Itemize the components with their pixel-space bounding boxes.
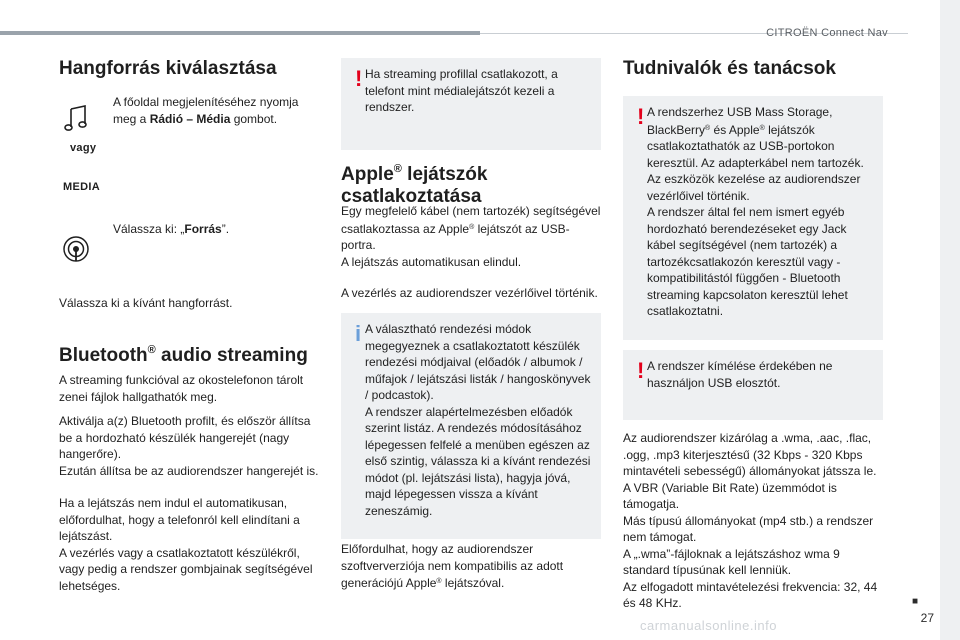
warning-note-usb: ! A rendszerhez USB Mass Storage, BlackBerry® és Apple® lejátszók csatlakoztathatók az USB-portokon keresztül. Az adapterkábel nem tartozék. Az eszközök kezelése az audiorendszer vezérlőivel történik. A rendszer által fel nem ismert egyéb hordozható berendezéseket egy Jack kábel segítségével (nem tartozék) a tartozékcsatlakozón keresztül vagy - kompatibilitástól függően - Bluetooth streaming kapcsolaton keresztül lehet csatlakoztatni. bbox=[623, 96, 883, 340]
exclamation-icon: ! bbox=[637, 104, 645, 129]
header-brand: CITROËN Connect Nav bbox=[766, 27, 888, 39]
warning-note-streaming: ! Ha streaming profillal csatlakozott, a telefont mint médialejátszót kezeli a rendszer. bbox=[341, 58, 601, 150]
apple-compat-text: Előfordulhat, hogy az audiorendszer szoftververziója nem kompatibilis az adott generációjú Apple® lejátszóval. bbox=[341, 542, 564, 590]
bt-paragraph-3: Ha a lejátszás nem indul el automatikusan, előfordulhat, hogy a telefonról kell elindítani a lejátszást. A vezérlés vagy a csatlakoztatott készülékről, vagy pedig a rendszer gombjainak segítségével lehetséges. bbox=[59, 496, 313, 593]
section-title-source: Hangforrás kiválasztása bbox=[59, 58, 277, 79]
step-select-source: Válassza ki: „Forrás”. bbox=[113, 222, 230, 236]
warning-note-hub: ! A rendszer kímélése érdekében ne használjon USB elosztót. bbox=[623, 350, 883, 420]
watermark: carmanualsonline.info bbox=[640, 618, 777, 633]
header-bar bbox=[0, 31, 480, 35]
bt-paragraph-1: A streaming funkcióval az okostelefonon tárolt zenei fájlok hallgathatók meg. bbox=[59, 373, 304, 404]
section-title-tips: Tudnivalók és tanácsok bbox=[623, 58, 836, 79]
media-button-label: MEDIA bbox=[63, 181, 100, 193]
exclamation-icon: ! bbox=[355, 66, 363, 91]
exclamation-icon: ! bbox=[637, 358, 645, 383]
file-format-info: Az audiorendszer kizárólag a .wma, .aac, .flac, .ogg, .mp3 kiterjesztésű (32 Kbps - 320 Kbps mintavételi sebességű) állományokat játssza le. A VBR (Variable Bit Rate) üzemmódot is támogatja. Más típusú állományokat (mp4 stb.) a rendszer nem támogat. A „.wma”-fájloknak a lejátszáshoz wma 9 standard típusúnak kell lenniük. Az elfogadott mintavételezési frekvencia: 32, 44 és 48 KHz. bbox=[623, 431, 878, 610]
page-number: 27 bbox=[920, 611, 934, 625]
page-end-mark: ■ bbox=[911, 596, 918, 607]
section-title-bluetooth: Bluetooth® audio streaming bbox=[59, 344, 308, 366]
apple-paragraph-1: Egy megfelelő kábel (nem tartozék) segítségével csatlakoztassa az Apple® lejátszót az USB-portra. A lejátszás automatikusan elindul. bbox=[341, 204, 601, 269]
info-note-sorting: i A választható rendezési módok megegyeznek a csatlakoztatott készülék rendezési módjaival (előadók / albumok / műfajok / lejátszási listák / hangoskönyvek / podcastok). A rendszer alapértelmezésben előadók szerint listáz. A rendezés módosításához lépegessen felfelé a menüben egészen az első szintig, válassza ki a kívánt rendezési módot (pl. lejátszási lista), hagyja jóvá, majd lépegessen vissza a kívánt zeneszámig. bbox=[341, 313, 601, 539]
choose-source-text: Válassza ki a kívánt hangforrást. bbox=[59, 296, 233, 310]
source-signal-icon bbox=[59, 232, 93, 266]
side-strip bbox=[940, 0, 960, 640]
or-label: vagy bbox=[70, 142, 97, 154]
bt-paragraph-2: Aktiválja a(z) Bluetooth profilt, és először állítsa be a hordozható készülék hangerejét (nagy hangerőre). Ezután állítsa be az audiorendszer hangerejét is. bbox=[59, 414, 319, 478]
info-icon: i bbox=[355, 321, 362, 346]
music-note-icon bbox=[61, 104, 91, 134]
apple-paragraph-2: A vezérlés az audiorendszer vezérlőivel történik. bbox=[341, 286, 598, 300]
section-title-apple: Apple® lejátszók csatlakoztatása bbox=[341, 163, 488, 207]
step-open-media: A főoldal megjelenítéséhez nyomja meg a Rádió – Média gombot. bbox=[113, 95, 299, 126]
